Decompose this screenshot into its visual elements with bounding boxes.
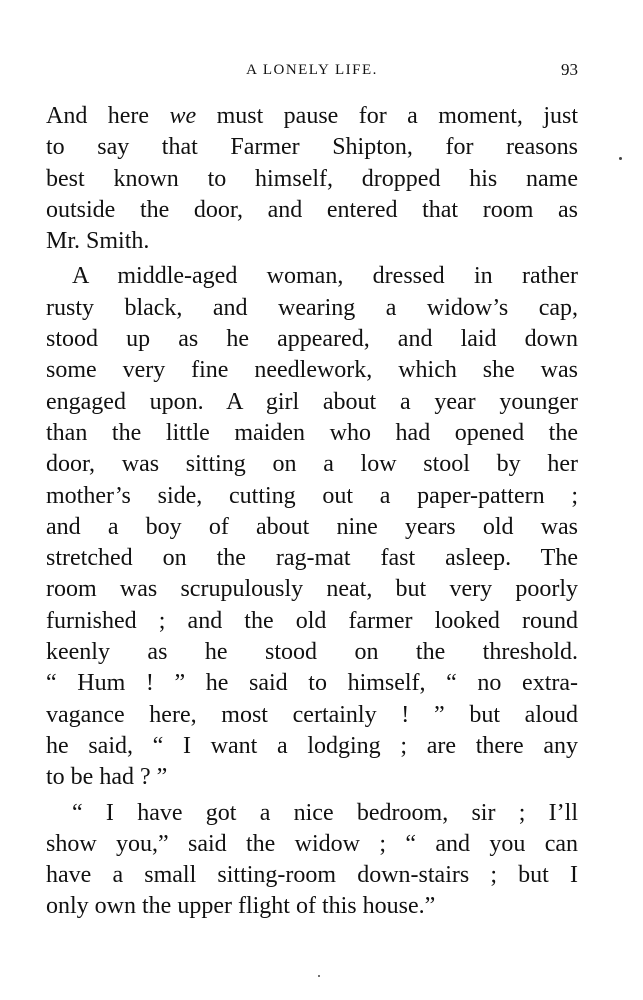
text-line: engaged upon. A girl about a year younger [46, 388, 578, 415]
text-line: only own the upper flight of this house.” [46, 893, 436, 920]
text-line: “ I have got a nice bedroom, sir ; I’ll [72, 799, 578, 826]
text-line: keenly as he stood on the threshold. [46, 639, 578, 666]
text-line: vagance here, most certainly ! ” but aloud [46, 701, 578, 728]
text-line: furnished ; and the old farmer looked round [46, 607, 578, 634]
running-head [46, 60, 578, 82]
paper-speck [318, 975, 320, 977]
text-line: some very fine needlework, which she was [46, 357, 578, 384]
text-line: show you,” said the widow ; “ and you can [46, 830, 578, 857]
text-line: to be had ? ” [46, 764, 168, 791]
text-line: best known to himself, dropped his name [46, 165, 578, 192]
text-line: And here we must pause for a moment, just [46, 103, 578, 129]
text-line: “ Hum ! ” he said to himself, “ no extra- [46, 670, 578, 697]
text-line: outside the door, and entered that room as [46, 196, 578, 223]
text-line: A middle-aged woman, dressed in rather [72, 263, 578, 290]
body-text [46, 101, 578, 923]
running-title: A LONELY LIFE. [246, 62, 378, 78]
text-line: rusty black, and wearing a widow’s cap, [46, 294, 578, 321]
text-line: to say that Farmer Shipton, for reasons [46, 134, 578, 161]
text-line: stood up as he appeared, and laid down [46, 326, 578, 353]
text-line: room was scrupulously neat, but very poorly [46, 576, 578, 603]
text-line: he said, “ I want a lodging ; are there any [46, 732, 578, 759]
text-line: door, was sitting on a low stool by her [46, 451, 578, 478]
text-line: have a small sitting-room down-stairs ; but I [46, 862, 578, 889]
text-line: than the little maiden who had opened the [46, 419, 578, 446]
text-line: and a boy of about nine years old was [46, 513, 578, 540]
text-line: Mr. Smith. [46, 228, 150, 255]
text-line: stretched on the rag-mat fast asleep. The [46, 545, 578, 572]
paper-speck [619, 157, 622, 160]
text-line: mother’s side, cutting out a paper-pattern ; [46, 482, 578, 509]
page-number: 93 [561, 60, 578, 79]
